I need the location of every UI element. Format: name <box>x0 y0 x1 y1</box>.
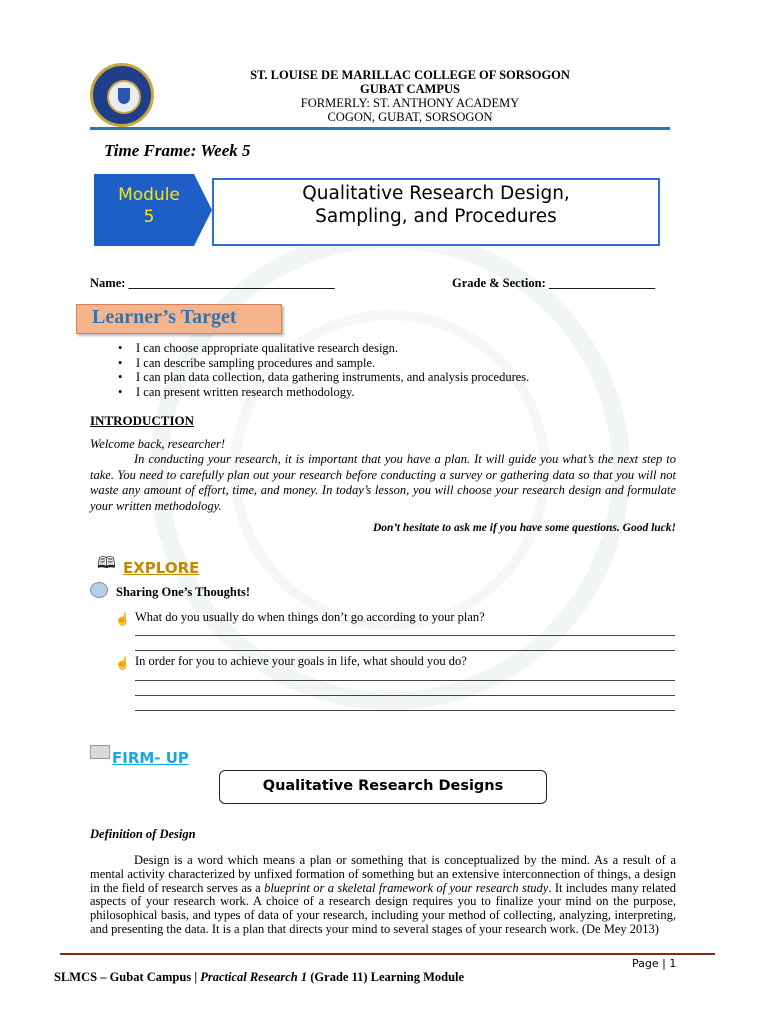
time-frame: Time Frame: Week 5 <box>104 141 251 160</box>
answer-line[interactable] <box>135 695 675 696</box>
school-seal-logo <box>90 63 154 127</box>
book-map-icon: 🕮 <box>97 555 116 572</box>
pointing-hand-icon: ☝ <box>115 612 130 626</box>
explore-subheading: Sharing One’s Thoughts! <box>116 585 251 599</box>
definition-paragraph: Design is a word which means a plan or something that is conceptualized by the mind. As a result of a mental activity characterized by unfixed formation of something but an extensive interconnection of things, a design in the field of research serves as a blueprint or a skeletal framework of your research study. It includes many related aspects of your research work. A choice of a research design requires you to finalize your mind on the purpose, philosophical basis, and types of data of your research, including your method of collecting, analyzing, interpreting, and presenting the data. It is a plan that directs your mind to several stages of your research work. (De Mey 2013) <box>90 853 676 936</box>
thought-bubble-icon <box>90 582 108 598</box>
learners-target-heading: Learner’s Target <box>92 306 237 328</box>
introduction-greeting: Welcome back, researcher! <box>90 437 226 451</box>
section-title: Qualitative Research Designs <box>262 778 504 794</box>
school-address: COGON, GUBAT, SORSOGON <box>327 110 493 124</box>
explore-question-1: What do you usually do when things don’t go according to your plan? <box>135 610 485 624</box>
answer-line[interactable] <box>135 710 675 711</box>
answer-line[interactable] <box>135 635 675 636</box>
header-rule <box>90 127 670 130</box>
campus-name: GUBAT CAMPUS <box>360 82 460 96</box>
introduction-body <box>90 437 676 514</box>
introduction-heading: INTRODUCTION <box>90 413 195 428</box>
pointing-hand-icon: ☝ <box>115 656 130 670</box>
footer-text: SLMCS – Gubat Campus | Practical Research 1 (Grade 11) Learning Module <box>54 970 465 984</box>
firm-up-heading: FIRM- UP <box>112 749 189 767</box>
footer-rule <box>60 953 715 955</box>
explore-question-2: In order for you to achieve your goals in life, what should you do? <box>135 654 467 668</box>
school-name: ST. LOUISE DE MARILLAC COLLEGE OF SORSOGON <box>250 68 570 82</box>
learners-target-list <box>118 341 529 399</box>
module-title: Qualitative Research Design, Sampling, and Procedures <box>302 183 570 227</box>
keyboard-icon <box>90 745 110 759</box>
name-field[interactable]: Name: _________________________________ <box>90 276 335 290</box>
module-label: Module 5 <box>118 185 180 227</box>
definition-heading: Definition of Design <box>90 827 196 841</box>
list-item: • I can describe sampling procedures and sample. <box>118 356 529 371</box>
introduction-paragraph: In conducting your research, it is important that you have a plan. It will guide you what’s the next step to take. You need to carefully plan out your research before conducting a survey or gathering data so that you will not waste any amount of effort, time, and money. In today’s lesson, you will choose your research design and formulate your written methodology. <box>90 452 676 513</box>
answer-line[interactable] <box>135 650 675 651</box>
list-item: • I can choose appropriate qualitative research design. <box>118 341 529 356</box>
grade-section-field[interactable]: Grade & Section: _________________ <box>452 276 656 290</box>
page-number: Page | 1 <box>632 957 677 970</box>
introduction-closing: Don’t hesitate to ask me if you have some questions. Good luck! <box>372 522 676 534</box>
formerly-name: FORMERLY: ST. ANTHONY ACADEMY <box>300 96 520 110</box>
answer-line[interactable] <box>135 680 675 681</box>
list-item: • I can present written research methodology. <box>118 385 529 400</box>
explore-heading: EXPLORE <box>123 559 200 577</box>
list-item: • I can plan data collection, data gathering instruments, and analysis procedures. <box>118 370 529 385</box>
